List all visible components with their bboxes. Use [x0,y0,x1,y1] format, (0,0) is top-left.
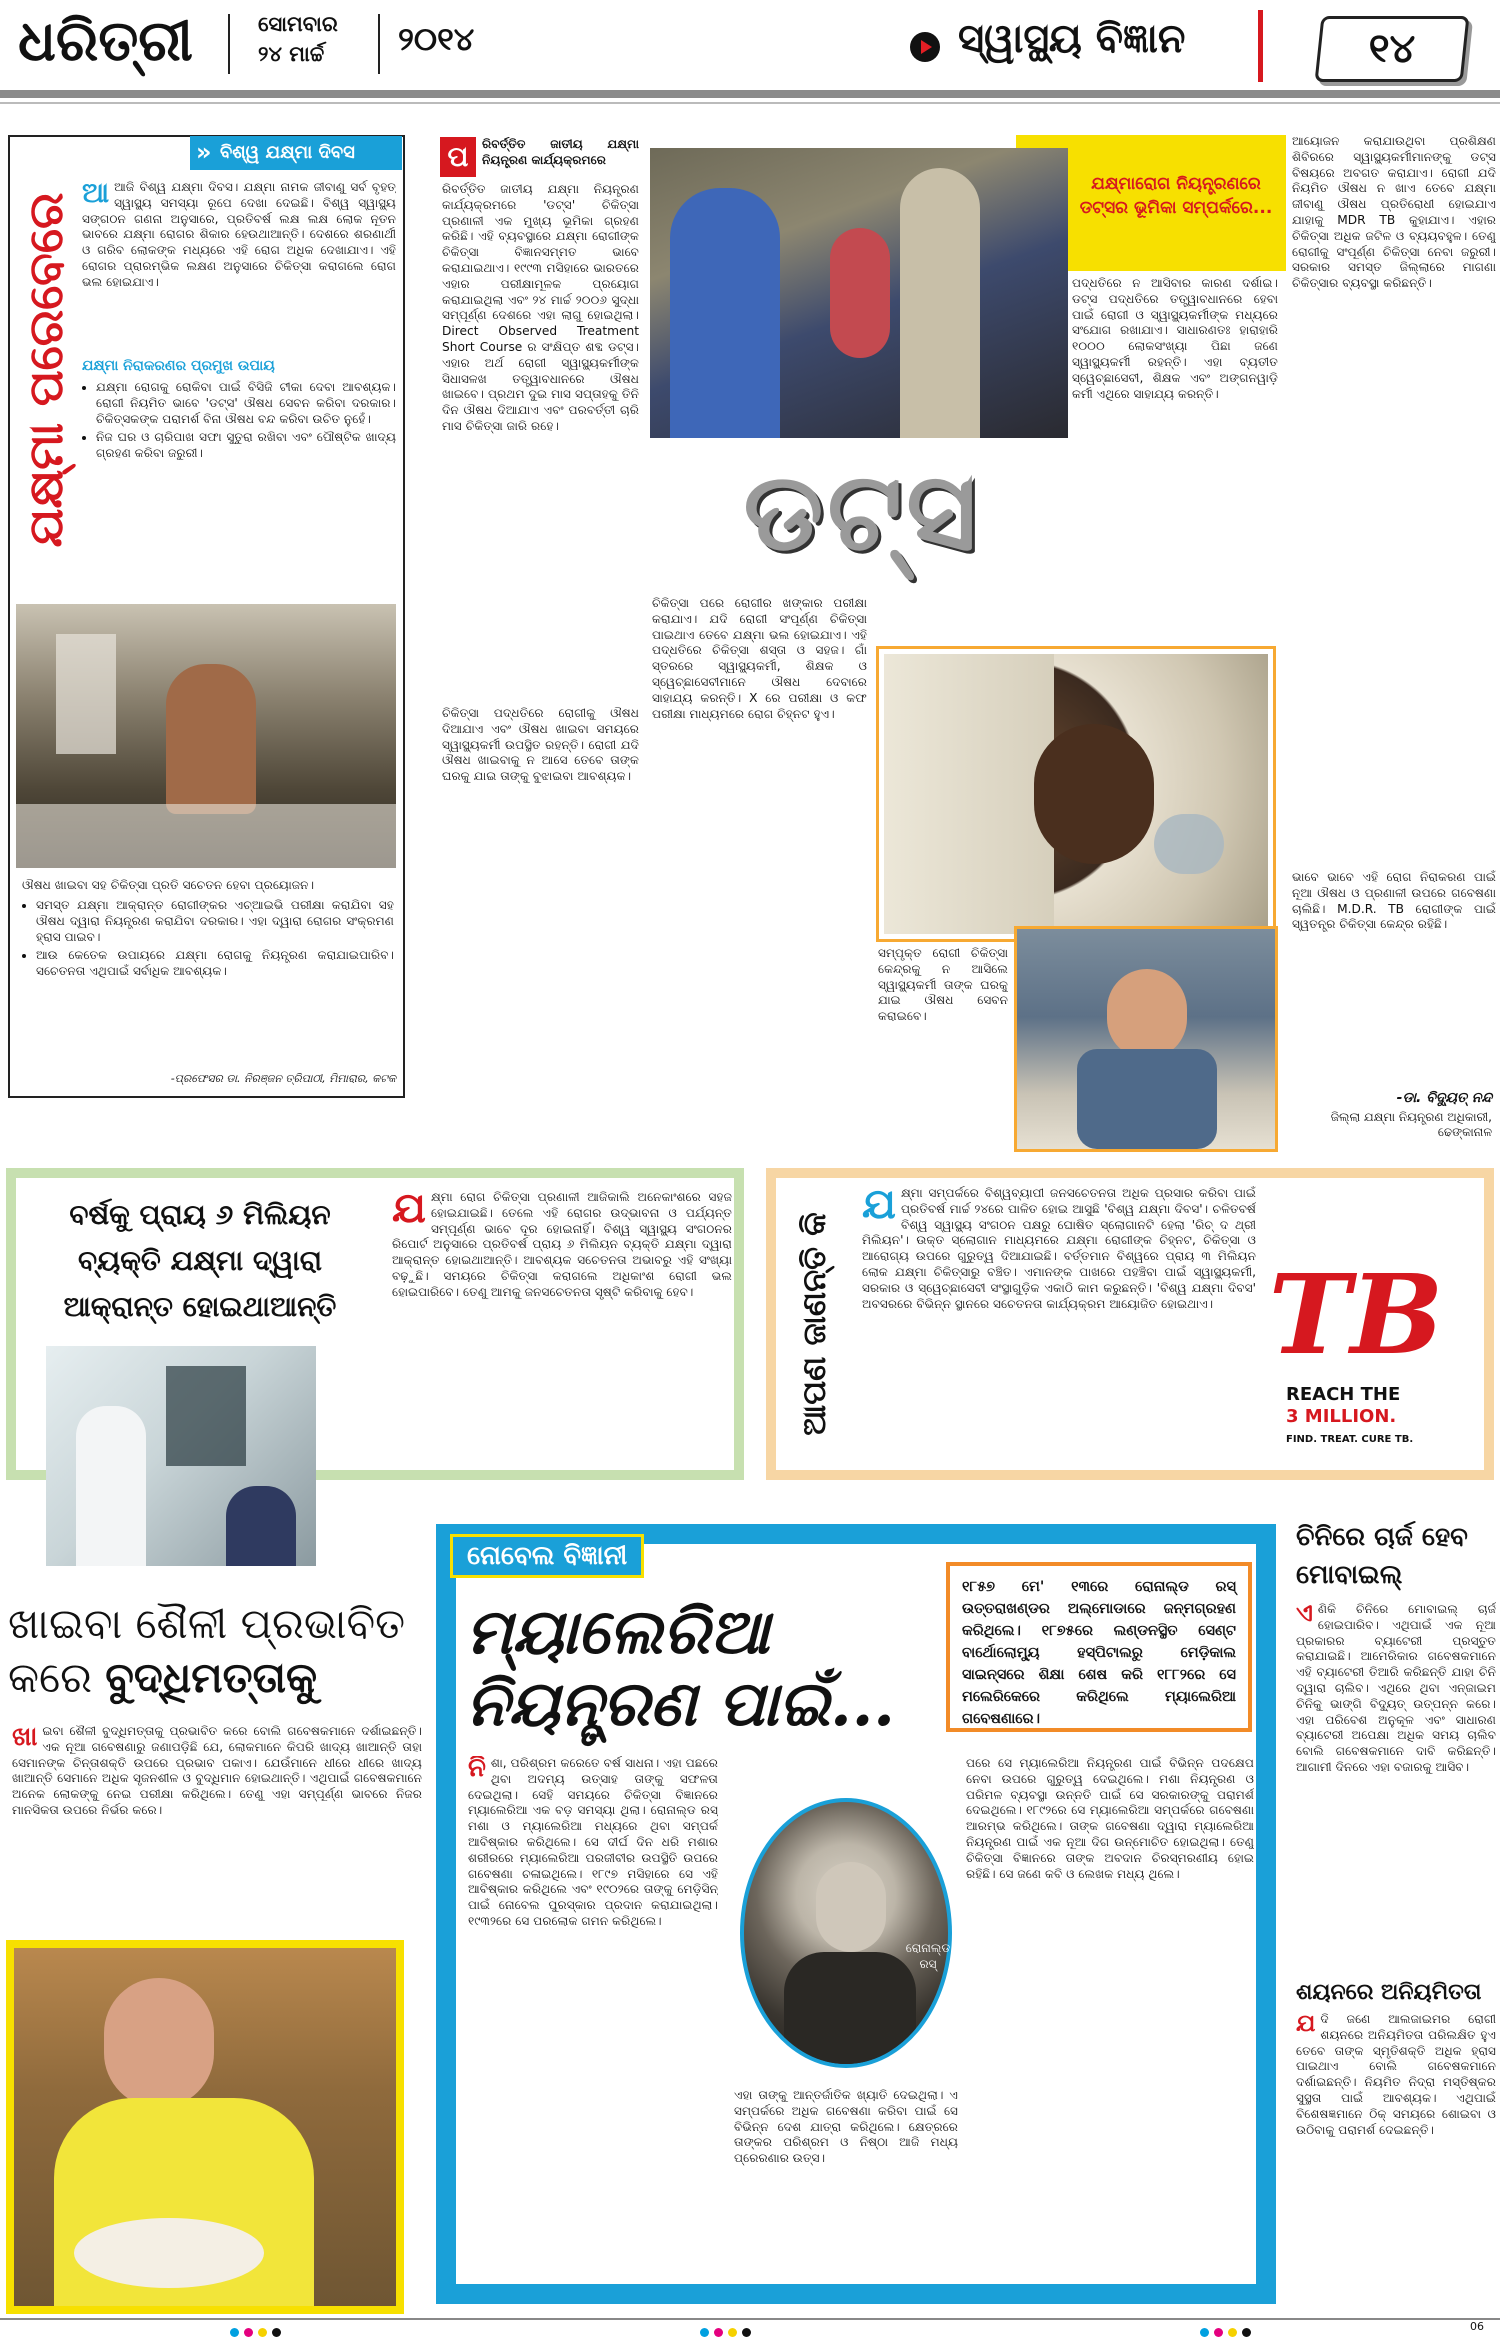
masthead-divider [228,14,230,74]
masthead-divider [378,14,380,74]
nobel-bio-box: ୧୮୫୭ ମେ' ୧୩ରେ ରୋନାଲ୍ଡ ରସ୍ ଉତ୍ତରାଖଣ୍ଡର ଅଲ୍ମୋଡାରେ ଜନ୍ମଗ୍ରହଣ କରିଥିଲେ। ୧୮୭୫ରେ ଲଣ୍ଡନସ୍ଥିତ ସେଣ୍ଟ ବାର୍ଥୋଲୋମ୍ୟୁ ହସ୍ପିଟାଲରୁ ମେଡ଼ିକାଲ ସାଇନ୍ସରେ ଶିକ୍ଷା ଶେଷ କରି ୧୮୮୨ରେ ସେ ମଲେରିକେରେ କରିଥିଲେ ମ୍ୟାଲେରିଆ ଗବେଷଣାରେ। [946,1562,1252,1732]
left-bottom-text: ଔଷଧ ଖାଇବା ସହ ଚିକିତ୍ସା ପ୍ରତି ସଚେତନ ହେବା ପ୍ରୟୋଜନ। [22,878,315,892]
center-dropcap: ପ [440,137,476,177]
family-medicine-photo [650,148,1068,438]
far-right-text: ଆୟୋଜନ କରାଯାଉଥିବା ପ୍ରଶିକ୍ଷଣ ଶିବିରରେ ସ୍ୱାସ୍ଥ୍ୟକର୍ମୀମାନଙ୍କୁ ଡଟ୍ସ ବିଷୟରେ ଅବଗତ କରାଯାଏ। ରୋଗୀ ଯଦି ନିୟମିତ ଔଷଧ ନ ଖାଏ ତେବେ ଯକ୍ଷ୍ମା ଜୀବାଣୁ ଔଷଧ ପ୍ରତିରୋଧୀ ହୋଇଯାଏ ଯାହାକୁ MDR TB କୁହାଯାଏ। ଏହାର ଚିକିତ୍ସା ଅଧିକ ଜଟିଳ ଓ ବ୍ୟୟବହୁଳ। ତେଣୁ ରୋଗୀକୁ ସଂପୂର୍ଣ୍ଣ ଚିକିତ୍ସା ନେବା ଜରୁରୀ। ସରକାର ସମସ୍ତ ଜିଲ୍ଲାରେ ମାଗଣା ଚିକିତ୍ସାର ବ୍ୟବସ୍ଥା କରିଛନ୍ତି। [1292,134,1496,291]
food-text: ଇବା ଶୈଳୀ ବୁଦ୍ଧିମତ୍ତାକୁ ପ୍ରଭାବିତ କରେ ବୋଲି ଗବେଷକମାନେ ଦର୍ଶାଇଛନ୍ତି। ଏକ ନୂଆ ଗବେଷଣାରୁ ଜଣାପଡ଼ିଛି ଯେ, ଲୋକମାନେ କିପରି ଖାଦ୍ୟ ଖାଆନ୍ତି ତାହା ସେମାନଙ୍କ ଚିନ୍ତାଶକ୍ତି ଉପରେ ପ୍ରଭାବ ପକାଏ। ଯେଉଁମାନେ ଧୀରେ ଧୀରେ ଖାଦ୍ୟ ଖାଆନ୍ତି ସେମାନେ ଅଧିକ ସୃଜନଶୀଳ ଓ ବୁଦ୍ଧିମାନ ହୋଇଥାନ୍ତି। ଏଥିପାଇଁ ଗବେଷକମାନେ ଅନେକ ଲୋକଙ୍କୁ ନେଇ ପରୀକ୍ଷା କରିଥିଲେ। ତେଣୁ ଏହା ସମ୍ପୂର୍ଣ୍ଣ ଭାବରେ ନିଜର ମାନସିକତା ଉପରେ ନିର୍ଭର କରେ। [12,1724,422,1817]
nobel-headline-1: ମ୍ୟାଲେରିଆ [466,1595,770,1668]
orange-vertical-label: ଆପଣ ଜାଣନ୍ତି କି [795,1212,833,1436]
orange-box-text: କ୍ଷ୍ମା ସମ୍ପର୍କରେ ବିଶ୍ୱବ୍ୟାପୀ ଜନସଚେତନତା ଅଧିକ ପ୍ରସାର କରିବା ପାଇଁ ପ୍ରତିବର୍ଷ ମାର୍ଚ୍ଚ ୨୪ରେ ପାଳିତ ହୋଇ ଆସୁଛି 'ବିଶ୍ୱ ଯକ୍ଷ୍ମା ଦିବସ'। ଚଳିତବର୍ଷ ବିଶ୍ୱ ସ୍ୱାସ୍ଥ୍ୟ ସଂଗଠନ ପକ୍ଷରୁ ଘୋଷିତ ସ୍ଲୋଗାନଟି ହେଲା 'ରିଚ୍ ଦ ଥ୍ରୀ ମିଲିୟନ'। ଉକ୍ତ ସ୍ଲୋଗାନ ମାଧ୍ୟମରେ ଯକ୍ଷ୍ମା ରୋଗୀଙ୍କ ଚିହ୍ନଟ, ଚିକିତ୍ସା ଓ ଆରୋଗ୍ୟ ଉପରେ ଗୁରୁତ୍ୱ ଦିଆଯାଇଛି। ବର୍ତ୍ତମାନ ବିଶ୍ୱରେ ପ୍ରାୟ ୩ ମିଲିୟନ ଲୋକ ଯକ୍ଷ୍ମା ଚିକିତ୍ସାରୁ ବଞ୍ଚିତ। ଏମାନଙ୍କ ପାଖରେ ପହଞ୍ଚିବା ପାଇଁ ସ୍ୱାସ୍ଥ୍ୟକର୍ମୀ, ସରକାର ଓ ସ୍ୱେଚ୍ଛାସେବୀ ସଂସ୍ଥାଗୁଡ଼ିକ ଏକାଠି କାମ କରୁଛନ୍ତି। 'ବିଶ୍ୱ ଯକ୍ଷ୍ମା ଦିବସ' ଅବସରରେ ବିଭିନ୍ନ ସ୍ଥାନରେ ସଚେତନତା କାର୍ଯ୍ୟକ୍ରମ ଆୟୋଜିତ ହୋଇଥାଏ। [862,1186,1256,1311]
patient-pills-photo [884,654,1268,934]
sleep-body [1296,2012,1496,2302]
center-col1-top: ରିବର୍ତ୍ତିତ ଜାତୀୟ ଯକ୍ଷ୍ମା ନିୟନ୍ତ୍ରଣ କାର୍ଯ୍ୟକ୍ରମରେ [482,137,639,167]
paper-name: ଧରିତ୍ରୀ [18,8,193,74]
left-vertical-title [14,160,78,580]
green-box-body [392,1190,732,1466]
man-eating-photo [14,1948,396,2306]
portrait-label: ରୋନାଲ୍ଡ ରସ୍ [905,1941,951,1971]
food-headline-bold: ବୁଦ୍ଧିମତ୍ତାକୁ [105,1653,318,1702]
left-bullets-top [82,378,396,548]
reach-the-label: REACH THE [1286,1384,1401,1405]
nobel-body-under: ଏହା ତାଙ୍କୁ ଆନ୍ତର୍ଜାତିକ ଖ୍ୟାତି ଦେଇଥିଲା। ଏ ସମ୍ପର୍କରେ ଅଧିକ ଗବେଷଣା କରିବା ପାଇଁ ସେ ବିଭିନ୍ନ ଦେଶ ଯାତ୍ରା କରିଥିଲେ। କ୍ଷେତ୍ରରେ ତାଙ୍କର ପରିଶ୍ରମ ଓ ନିଷ୍ଠା ଆଜି ମଧ୍ୟ ପ୍ରେରଣାର ଉତ୍ସ। [734,2088,958,2166]
ronald-ross-portrait [740,1798,952,2068]
sugar-mobile-body [1296,1602,1496,1972]
center-byline-name: -ଡା. ବିଦ୍ୟୁତ୍ ନନ୍ଦ [1396,1090,1492,1106]
green-box-headline: ବର୍ଷକୁ ପ୍ରାୟ ୬ ମିଲିୟନ ବ୍ୟକ୍ତି ଯକ୍ଷ୍ମା ଦ୍ୱାରା ଆକ୍ରାନ୍ତ ହୋଇଥାଆନ୍ତି [63,1198,337,1323]
orange-vertical-label-wrap [786,1186,842,1462]
left-byline: -ପ୍ରଫେସର ଡା. ନିରଞ୍ଜନ ତ୍ରିପାଠୀ, ମିମାରାର, କଟକ [170,1072,396,1085]
sleep-headline: ଶୟନରେ ଅନିୟମିତତା [1296,1980,1482,2005]
xray-doctor-photo [46,1346,316,1566]
tb-ward-photo [16,604,396,868]
food-dropcap: ଖା [12,1724,38,1752]
photo1-caption: ଯକ୍ଷ୍ମାରୋଗ ନିୟନ୍ତ୍ରଣରେ ଡଟ୍ସର ଭୂମିକା ସମ୍ପର୍କରେ... [1079,174,1273,218]
footer-rule [0,2318,1500,2320]
registration-marks-center [700,2322,780,2334]
left-bullets-bottom [22,896,394,1056]
dots-title: ଡଟ୍ସ [743,450,981,575]
list-item: • ଯକ୍ଷ୍ମା ରୋଗକୁ ରୋକିବା ପାଇଁ ବିସିଜି ଟୀକା ଦେବା ଆବଶ୍ୟକ। ରୋଗୀ ନିୟମିତ ଭାବେ 'ଡଟ୍ସ' ଔଷଧ ସେବନ କରିବା ଦରକାର। ଚିକିତ୍ସକଙ୍କ ପରାମର୍ଶ ବିନା ଔଷଧ ବନ୍ଦ କରିବା ଉଚିତ ନୁହେଁ। [96,380,396,427]
left-intro-dropcap: ଆ [82,180,110,209]
orange-dropcap: ଯ [862,1186,896,1228]
double-chevron-icon: » [196,138,212,166]
left-intro-text: ଆଜି ବିଶ୍ୱ ଯକ୍ଷ୍ମା ଦିବସ। ଯକ୍ଷ୍ମା ନାମକ ଜୀବାଣୁ ସର୍ବ ବୃହତ୍ ସ୍ୱାସ୍ଥ୍ୟ ସମସ୍ୟା ରୂପେ ଦେଖା ଦେଇଛି। ବିଶ୍ୱ ସ୍ୱାସ୍ଥ୍ୟ ସଙ୍ଗଠନ ଗଣନା ଅନୁସାରେ, ପ୍ରତିବର୍ଷ ଲକ୍ଷ ଲକ୍ଷ ଲୋକ ନୂତନ ଭାବରେ ଯକ୍ଷ୍ମା ରୋଗର ଶିକାର ହେଉଥାଆନ୍ତି। ଦେଶରେ ଶରଣାର୍ଥୀ ଓ ଗରିବ ଲୋକଙ୍କ ମଧ୍ୟରେ ଏହି ରୋଗ ଅଧିକ ଦେଖାଯାଏ। ଏହି ରୋଗର ପ୍ରାରମ୍ଭିକ ଲକ୍ଷଣ ଅନୁସାରେ ଚିକିତ୍ସା କରାଗଲେ ରୋଗ ଭଲ ହୋଇଯାଏ। [82,180,396,289]
list-item: • ଆଉ କେତେକ ଉପାୟରେ ଯକ୍ଷ୍ମା ରୋଗକୁ ନିୟନ୍ତ୍ରଣ କରାଯାଇପାରିବ। ସଚେତନତା ଏଥିପାଇଁ ସର୍ବାଧିକ ଆବଶ୍ୟକ। [36,948,394,980]
registration-marks-right [1200,2322,1280,2334]
tb-tagline: FIND. TREAT. CURE TB. [1286,1434,1414,1445]
center-col1: ରିବର୍ତ୍ତିତ ଜାତୀୟ ଯକ୍ଷ୍ମା ନିୟନ୍ତ୍ରଣ କାର୍ଯ୍ୟକ୍ରମରେ 'ଡଟ୍ସ' ଚିକିତ୍ସା ପ୍ରଣାଳୀ ଏକ ମୁଖ୍ୟ ଭୂମିକା ଗ୍ରହଣ କରିଛି। ଏହି ବ୍ୟବସ୍ଥାରେ ଯକ୍ଷ୍ମା ରୋଗୀଙ୍କ ଚିକିତ୍ସା ବିଜ୍ଞାନସମ୍ମତ ଭାବେ କରାଯାଇଥାଏ। ୧୯୯୩ ମସିହାରେ ଭାରତରେ ଏହାର ପରୀକ୍ଷାମୂଳକ ପ୍ରୟୋଗ କରାଯାଇଥିଲା ଏବଂ ୨୪ ମାର୍ଚ୍ଚ ୨୦୦୬ ସୁଦ୍ଧା ସମ୍ପୂର୍ଣ୍ଣ ଦେଶରେ ଏହା ଲାଗୁ ହୋଇଥିଲା। Direct Observed Treatment Short Course ର ସଂକ୍ଷିପ୍ତ ଶବ୍ଦ ଡଟ୍ସ। ଏହାର ଅର୍ଥ ରୋଗୀ ସ୍ୱାସ୍ଥ୍ୟକର୍ମୀଙ୍କ ସିଧାସଳଖ ତତ୍ତ୍ୱାବଧାନରେ ଔଷଧ ଖାଇବେ। ପ୍ରଥମ ଦୁଇ ମାସ ସପ୍ତାହକୁ ତିନି ଦିନ ଔଷଧ ଦିଆଯାଏ ଏବଂ ପରବର୍ତ୍ତୀ ଚାରି ମାସ ଚିକିତ୍ସା ଜାରି ରହେ। [442,182,639,433]
sugar-text: ଣିକି ଚିନିରେ ମୋବାଇଲ୍ ଚାର୍ଜ ହୋଇପାରିବ। ଏଥିପାଇଁ ଏକ ନୂଆ ପ୍ରକାରର ବ୍ୟାଟେରୀ ପ୍ରସ୍ତୁତ କରାଯାଇଛି। ଆମେରିକାର ଗବେଷକମାନେ ଏହି ବ୍ୟାଟେରୀ ତିଆରି କରିଛନ୍ତି ଯାହା ଚିନି ଦ୍ୱାରା ଚାଲିବ। ଏଥିରେ ଥିବା ଏନ୍‌ଜାଇମ ଚିନିକୁ ଭାଙ୍ଗି ବିଦ୍ୟୁତ୍ ଉତ୍ପନ୍ନ କରେ। ଏହା ପରିବେଶ ଅନୁକୂଳ ଏବଂ ସାଧାରଣ ବ୍ୟାଟେରୀ ଅପେକ୍ଷା ଅଧିକ ସମୟ ଚାଲିବ ବୋଲି ଗବେଷକମାନେ ଦାବି କରିଛନ୍ତି। ଆଗାମୀ ଦିନରେ ଏହା ବଜାରକୁ ଆସିବ। [1296,1602,1496,1774]
sick-man-photo [1014,926,1278,1152]
sugar-dropcap: ଏ [1296,1602,1313,1627]
world-tb-day-tag [190,136,402,170]
nobel-body-right: ପରେ ସେ ମ୍ୟାଲେରିଆ ନିୟନ୍ତ୍ରଣ ପାଇଁ ବିଭିନ୍ନ ପଦକ୍ଷେପ ନେବା ଉପରେ ଗୁରୁତ୍ୱ ଦେଇଥିଲେ। ମଶା ନିୟନ୍ତ୍ରଣ ଓ ପରିମଳ ବ୍ୟବସ୍ଥା ଉନ୍ନତି ପାଇଁ ସେ ସରକାରଙ୍କୁ ପରାମର୍ଶ ଦେଇଥିଲେ। ୧୮୯୨ରେ ସେ ମ୍ୟାଲେରିଆ ସମ୍ପର୍କରେ ଗବେଷଣା ଆରମ୍ଭ କରିଥିଲେ। ତାଙ୍କ ଗବେଷଣା ଦ୍ୱାରା ମ୍ୟାଲେରିଆ ନିୟନ୍ତ୍ରଣ ପାଇଁ ଏକ ନୂଆ ଦିଗ ଉନ୍ମୋଚିତ ହୋଇଥିଲା। ତେଣୁ ଚିକିତ୍ସା ବିଜ୍ଞାନରେ ତାଙ୍କ ଅବଦାନ ଚିରସ୍ମରଣୀୟ ହୋଇ ରହିଛି। ସେ ଜଣେ କବି ଓ ଲେଖକ ମଧ୍ୟ ଥିଲେ। [966,1756,1254,1881]
nobel-headline-2: ନିୟନ୍ତ୍ରଣ ପାଇଁ... [466,1667,895,1740]
masthead-date: ୨୪ ମାର୍ଚ୍ଚ [258,42,325,66]
food-headline-word: କରେ [8,1653,92,1702]
nobel-body-left [468,1756,718,2206]
nobel-tag [450,1534,644,1578]
center-byline-role: ଜିଲ୍ଲା ଯକ୍ଷ୍ମା ନିୟନ୍ତ୍ରଣ ଅଧିକାରୀ, ଢେଙ୍କାନାଳ [1330,1110,1492,1139]
nobel-left-text: ଶା, ପରିଶ୍ରମ କରେତେ ବର୍ଷ ସାଧନା। ଏହା ପଛରେ ଥିବା ଅଦମ୍ୟ ଉତ୍ସାହ ତାଙ୍କୁ ସଫଳତା ଦେଇଥିଲା। ସେହି ସମୟରେ ଚିକିତ୍ସା ବିଜ୍ଞାନରେ ମ୍ୟାଲେରିଆ ଏକ ବଡ଼ ସମସ୍ୟା ଥିଲା। ରୋନାଲ୍ଡ ରସ୍ ମଶା ଓ ମ୍ୟାଲେରିଆ ମଧ୍ୟରେ ଥିବା ସମ୍ପର୍କ ଆବିଷ୍କାର କରିଥିଲେ। ସେ ଦୀର୍ଘ ଦିନ ଧରି ମଶାର ଶରୀରରେ ମ୍ୟାଲେରିଆ ପରଜୀବୀର ଉପସ୍ଥିତି ଉପରେ ଗବେଷଣା ଚଳାଇଥିଲେ। ୧୮୯୭ ମସିହାରେ ସେ ଏହି ଆବିଷ୍କାର କରିଥିଲେ ଏବଂ ୧୯୦୨ରେ ତାଙ୍କୁ ମେଡ଼ିସିନ୍ ପାଇଁ ନୋବେଲ ପୁରସ୍କାର ପ୍ରଦାନ କରାଯାଇଥିଲା। ୧୯୩୨ରେ ସେ ପରଲୋକ ଗମନ କରିଥିଲେ। [468,1756,718,1928]
page-number-tab [1315,16,1470,82]
masthead-rule [0,90,1500,98]
section-bullet-icon [910,32,940,62]
masthead [0,0,1500,108]
registration-marks-left [230,2322,310,2334]
page-number: ୧୪ [1368,26,1416,72]
food-body [12,1724,422,1904]
left-intro [82,180,396,358]
sleep-dropcap: ଯ [1296,2012,1316,2037]
photo3-caption: ସମ୍ପୃକ୍ତ ରୋଗୀ ଚିକିତ୍ସା କେନ୍ଦ୍ରକୁ ନ ଆସିଲେ ସ୍ୱାସ୍ଥ୍ୟକର୍ମୀ ତାଙ୍କ ଘରକୁ ଯାଇ ଔଷଧ ସେବନ କରାଇବେ। [878,946,1008,1024]
center-col1b: ଚିକିତ୍ସା ପଦ୍ଧତିରେ ରୋଗୀକୁ ଔଷଧ ଦିଆଯାଏ ଏବଂ ଔଷଧ ଖାଇବା ସମୟରେ ସ୍ୱାସ୍ଥ୍ୟକର୍ମୀ ଉପସ୍ଥିତ ରହନ୍ତି। ରୋଗୀ ଯଦି ଔଷଧ ଖାଇବାକୁ ନ ଆସେ ତେବେ ତାଙ୍କ ଘରକୁ ଯାଇ ତାଙ୍କୁ ବୁଝାଇବା ଆବଶ୍ୟକ। [442,706,639,784]
masthead-rule-thin [0,102,1500,104]
masthead-year: ୨୦୧୪ [398,20,475,58]
three-million-label: 3 MILLION. [1286,1406,1397,1427]
food-headline-line2 [8,1652,428,1704]
orange-box-body [862,1186,1256,1466]
far-right-text-2: ଭାବେ ଭାବେ ଏହି ରୋଗ ନିରାକରଣ ପାଇଁ ନୂଆ ଔଷଧ ଓ ପ୍ରଣାଳୀ ଉପରେ ଗବେଷଣା ଚାଲିଛି। M.D.R. TB ରୋଗୀଙ୍କ ପାଇଁ ସ୍ୱତନ୍ତ୍ର ଚିକିତ୍ସା କେନ୍ଦ୍ର ରହିଛି। [1292,870,1496,932]
sleep-text: ଦି ଜଣେ ଆଲଜାଇମର ରୋଗୀ ଶୟନରେ ଅନିୟମିତତା ପରିଲକ୍ଷିତ ହୁଏ ତେବେ ତାଙ୍କ ସ୍ମୃତିଶକ୍ତି ଅଧିକ ହ୍ରାସ ପାଇଥାଏ ବୋଲି ଗବେଷକମାନେ ଦର୍ଶାଇଛନ୍ତି। ନିୟମିତ ନିଦ୍ରା ମସ୍ତିଷ୍କର ସୁସ୍ଥତା ପାଇଁ ଆବଶ୍ୟକ। ଏଥିପାଇଁ ବିଶେଷଜ୍ଞମାନେ ଠିକ୍ ସମୟରେ ଶୋଇବା ଓ ଉଠିବାକୁ ପରାମର୍ଶ ଦେଇଛନ୍ତି। [1296,2012,1496,2137]
sugar-mobile-headline: ଚିନିରେ ଚାର୍ଜ ହେବ ମୋବାଇଲ୍ [1296,1522,1468,1590]
left-vertical-title-text: ଯକ୍ଷ୍ମା ପରେବେରେ [18,192,74,548]
center-right-text: ପଦ୍ଧତିରେ ନ ଆସିବାର କାରଣ ଦର୍ଶାଇ। ଡଟ୍ସ ପଦ୍ଧତିରେ ତତ୍ତ୍ୱାବଧାନରେ ହେବା ପାଇଁ ରୋଗୀ ଓ ସ୍ୱାସ୍ଥ୍ୟକର୍ମୀଙ୍କ ମଧ୍ୟରେ ସଂଯୋଗ ରଖାଯାଏ। ସାଧାରଣତଃ ହାରାହାରି ୧୦୦୦ ଲୋକସଂଖ୍ୟା ପିଛା ଜଣେ ସ୍ୱାସ୍ଥ୍ୟକର୍ମୀ ରହନ୍ତି। ଏହା ବ୍ୟତୀତ ସ୍ୱେଚ୍ଛାସେବୀ, ଶିକ୍ଷକ ଏବଂ ଅଙ୍ଗନୱାଡ଼ି କର୍ମୀ ଏଥିରେ ସାହାଯ୍ୟ କରନ୍ତି। [1072,276,1278,401]
list-item: • ନିଜ ଘର ଓ ଚାରିପାଖ ସଫା ସୁତୁରା ରଖିବା ଏବଂ ପୌଷ୍ଟିକ ଖାଦ୍ୟ ଗ୍ରହଣ କରିବା ଜରୁରୀ। [96,430,396,462]
masthead-day: ସୋମବାର [258,12,338,36]
section-red-bar [1258,10,1263,82]
green-dropcap: ଯ [392,1190,426,1232]
list-item: • ସମସ୍ତ ଯକ୍ଷ୍ମା ଆକ୍ରାନ୍ତ ରୋଗୀଙ୍କର ଏଚ୍ଆଇଭି ପରୀକ୍ଷା କରାଯିବା ସହ ଔଷଧ ଦ୍ୱାରା ନିୟନ୍ତ୍ରଣ କରାଯିବା ଦରକାର। ଏହା ଦ୍ୱାରା ରୋଗର ସଂକ୍ରମଣ ହ୍ରାସ ପାଇବ। [36,898,394,945]
tb-logo-icon: TB [1268,1250,1444,1379]
world-tb-day-label: ବିଶ୍ୱ ଯକ୍ଷ୍ମା ଦିବସ [220,142,355,163]
nobel-tag-label: ନୋବେଲ ବିଜ୍ଞାନୀ [467,1541,628,1571]
section-title: ସ୍ୱାସ୍ଥ୍ୟ ବିଜ୍ଞାନ [958,16,1186,62]
green-box-text: କ୍ଷ୍ମା ରୋଗ ଚିକିତ୍ସା ପ୍ରଣାଳୀ ଆଜିକାଲି ଅନେକାଂଶରେ ସହଜ ହୋଇଯାଇଛି। ତେଲେ ଏହି ରୋଗର ଉଦ୍ଭାବନା ଓ ପର୍ଯ୍ୟନ୍ତ ସମ୍ପୂର୍ଣ୍ଣ ଭାବେ ଦୂର ହୋଇନାହିଁ। ବିଶ୍ୱ ସ୍ୱାସ୍ଥ୍ୟ ସଂଗଠନର ରିପୋର୍ଟ ଅନୁସାରେ ପ୍ରତିବର୍ଷ ପ୍ରାୟ ୬ ମିଲିୟନ ବ୍ୟକ୍ତି ଯକ୍ଷ୍ମା ଦ୍ୱାରା ଆକ୍ରାନ୍ତ ହୋଇଥାଆନ୍ତି। ଆବଶ୍ୟକ ସଚେତନତା ଅଭାବରୁ ଏହି ସଂଖ୍ୟା ବଢ଼ୁଛି। ସମୟରେ ଚିକିତ୍ସା କରାଗଲେ ଅଧିକାଂଶ ରୋଗୀ ଭଲ ହୋଇପାରିବେ। ତେଣୁ ଆମକୁ ଜନସଚେତନତା ସୃଷ୍ଟି କରିବାକୁ ହେବ। [392,1190,732,1299]
nobel-dropcap: ନି [468,1756,486,1783]
food-headline-line1: ଖାଇବା ଶୈଳୀ ପ୍ରଭାବିତ [8,1599,406,1648]
center-col2: ଚିକିତ୍ସା ପରେ ରୋଗୀର ଖଙ୍କାର ପରୀକ୍ଷା କରାଯାଏ। ଯଦି ରୋଗୀ ସଂପୂର୍ଣ୍ଣ ଚିକିତ୍ସା ପାଇଥାଏ ତେବେ ଯକ୍ଷ୍ମା ଭଲ ହୋଇଯାଏ। ଏହି ପଦ୍ଧତିରେ ଚିକିତ୍ସା ଶସ୍ତା ଓ ସହଜ। ଗାଁ ସ୍ତରରେ ସ୍ୱାସ୍ଥ୍ୟକର୍ମୀ, ଶିକ୍ଷକ ଓ ସ୍ୱେଚ୍ଛାସେବୀମାନେ ଔଷଧ ଦେବାରେ ସାହାଯ୍ୟ କରନ୍ତି। X ରେ ପରୀକ୍ଷା ଓ କଫ ପରୀକ୍ଷା ମାଧ୍ୟମରେ ରୋଗ ଚିହ୍ନଟ ହୁଏ। [652,596,867,721]
left-subhead: ଯକ୍ଷ୍ମା ନିରାକରଣର ପ୍ରମୁଖ ଉପାୟ [82,358,275,374]
page-code: 06 [1470,2320,1484,2333]
